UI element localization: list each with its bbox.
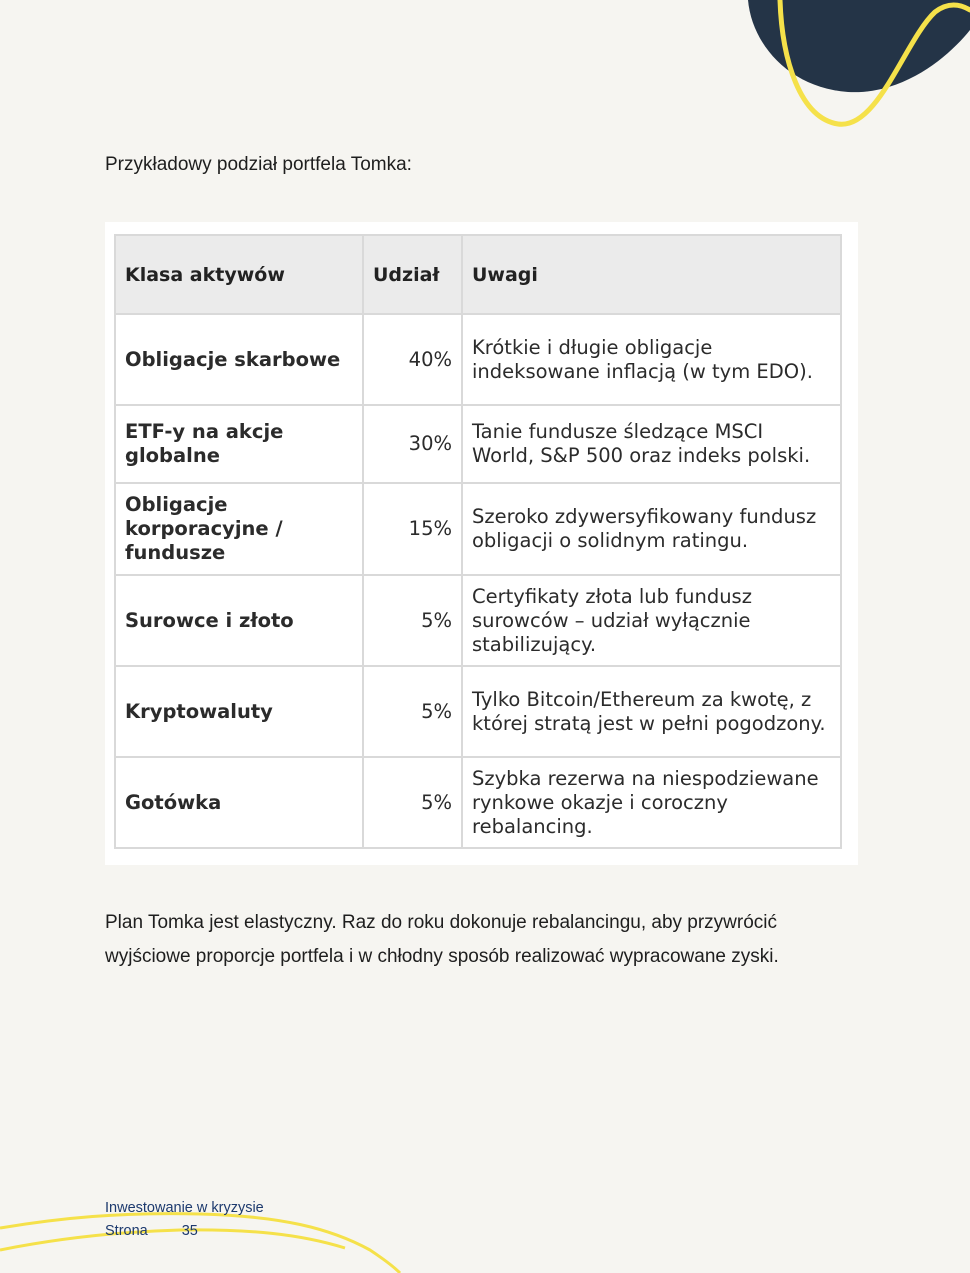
footer-page-label: Strona [105,1223,148,1239]
share-cell: 5% [363,666,462,757]
portfolio-table-image [105,222,858,865]
note-cell: Szybka rezerwa na niespodziewane rynkowe okazje i coroczny rebalancing. [462,757,841,848]
table-row [115,405,841,483]
header-notes: Uwagi [462,235,841,314]
asset-class-cell: Kryptowaluty [115,666,363,757]
share-cell: 40% [363,314,462,405]
table-row [115,314,841,405]
header-asset-class: Klasa aktywów [115,235,363,314]
share-cell: 5% [363,575,462,666]
note-cell: Krótkie i długie obligacje indeksowane inflacją (w tym EDO). [462,314,841,405]
note-cell: Certyfikaty złota lub fundusz surowców – udział wyłącznie stabilizujący. [462,575,841,666]
footer-doc-title: Inwestowanie w kryzysie [105,1200,264,1216]
share-cell: 5% [363,757,462,848]
table-row [115,757,841,848]
asset-class-cell: Gotówka [115,757,363,848]
table-row [115,483,841,575]
share-cell: 15% [363,483,462,575]
note-cell: Tanie fundusze śledzące MSCI World, S&P 500 oraz indeks polski. [462,405,841,483]
outro-paragraph: Plan Tomka jest elastyczny. Raz do roku dokonuje rebalancingu, aby przywrócić wyjściowe proporcje portfela i w chłodny sposób realizować wypracowane zyski. [105,912,779,967]
table-row [115,666,841,757]
note-cell: Szeroko zdywersyfikowany fundusz obligacji o solidnym ratingu. [462,483,841,575]
asset-class-cell: Obligacje korporacyjne / fundusze [115,483,363,575]
footer-page-info [105,1220,264,1243]
intro-paragraph: Przykładowy podział portfela Tomka: [105,154,412,175]
share-cell: 30% [363,405,462,483]
decorative-blob-top [0,0,970,140]
asset-class-cell: Obligacje skarbowe [115,314,363,405]
navy-blob-shape [748,0,970,92]
asset-class-cell: Surowce i złoto [115,575,363,666]
portfolio-allocation-table [114,234,842,849]
note-cell: Tylko Bitcoin/Ethereum za kwotę, z której stratą jest w pełni pogodzony. [462,666,841,757]
asset-class-cell: ETF-y na akcje globalne [115,405,363,483]
header-share: Udział [363,235,462,314]
table-row [115,575,841,666]
table-header-row [115,235,841,314]
page-footer [105,1197,264,1243]
footer-page-number: 35 [181,1223,198,1239]
yellow-curve-top [780,0,970,124]
